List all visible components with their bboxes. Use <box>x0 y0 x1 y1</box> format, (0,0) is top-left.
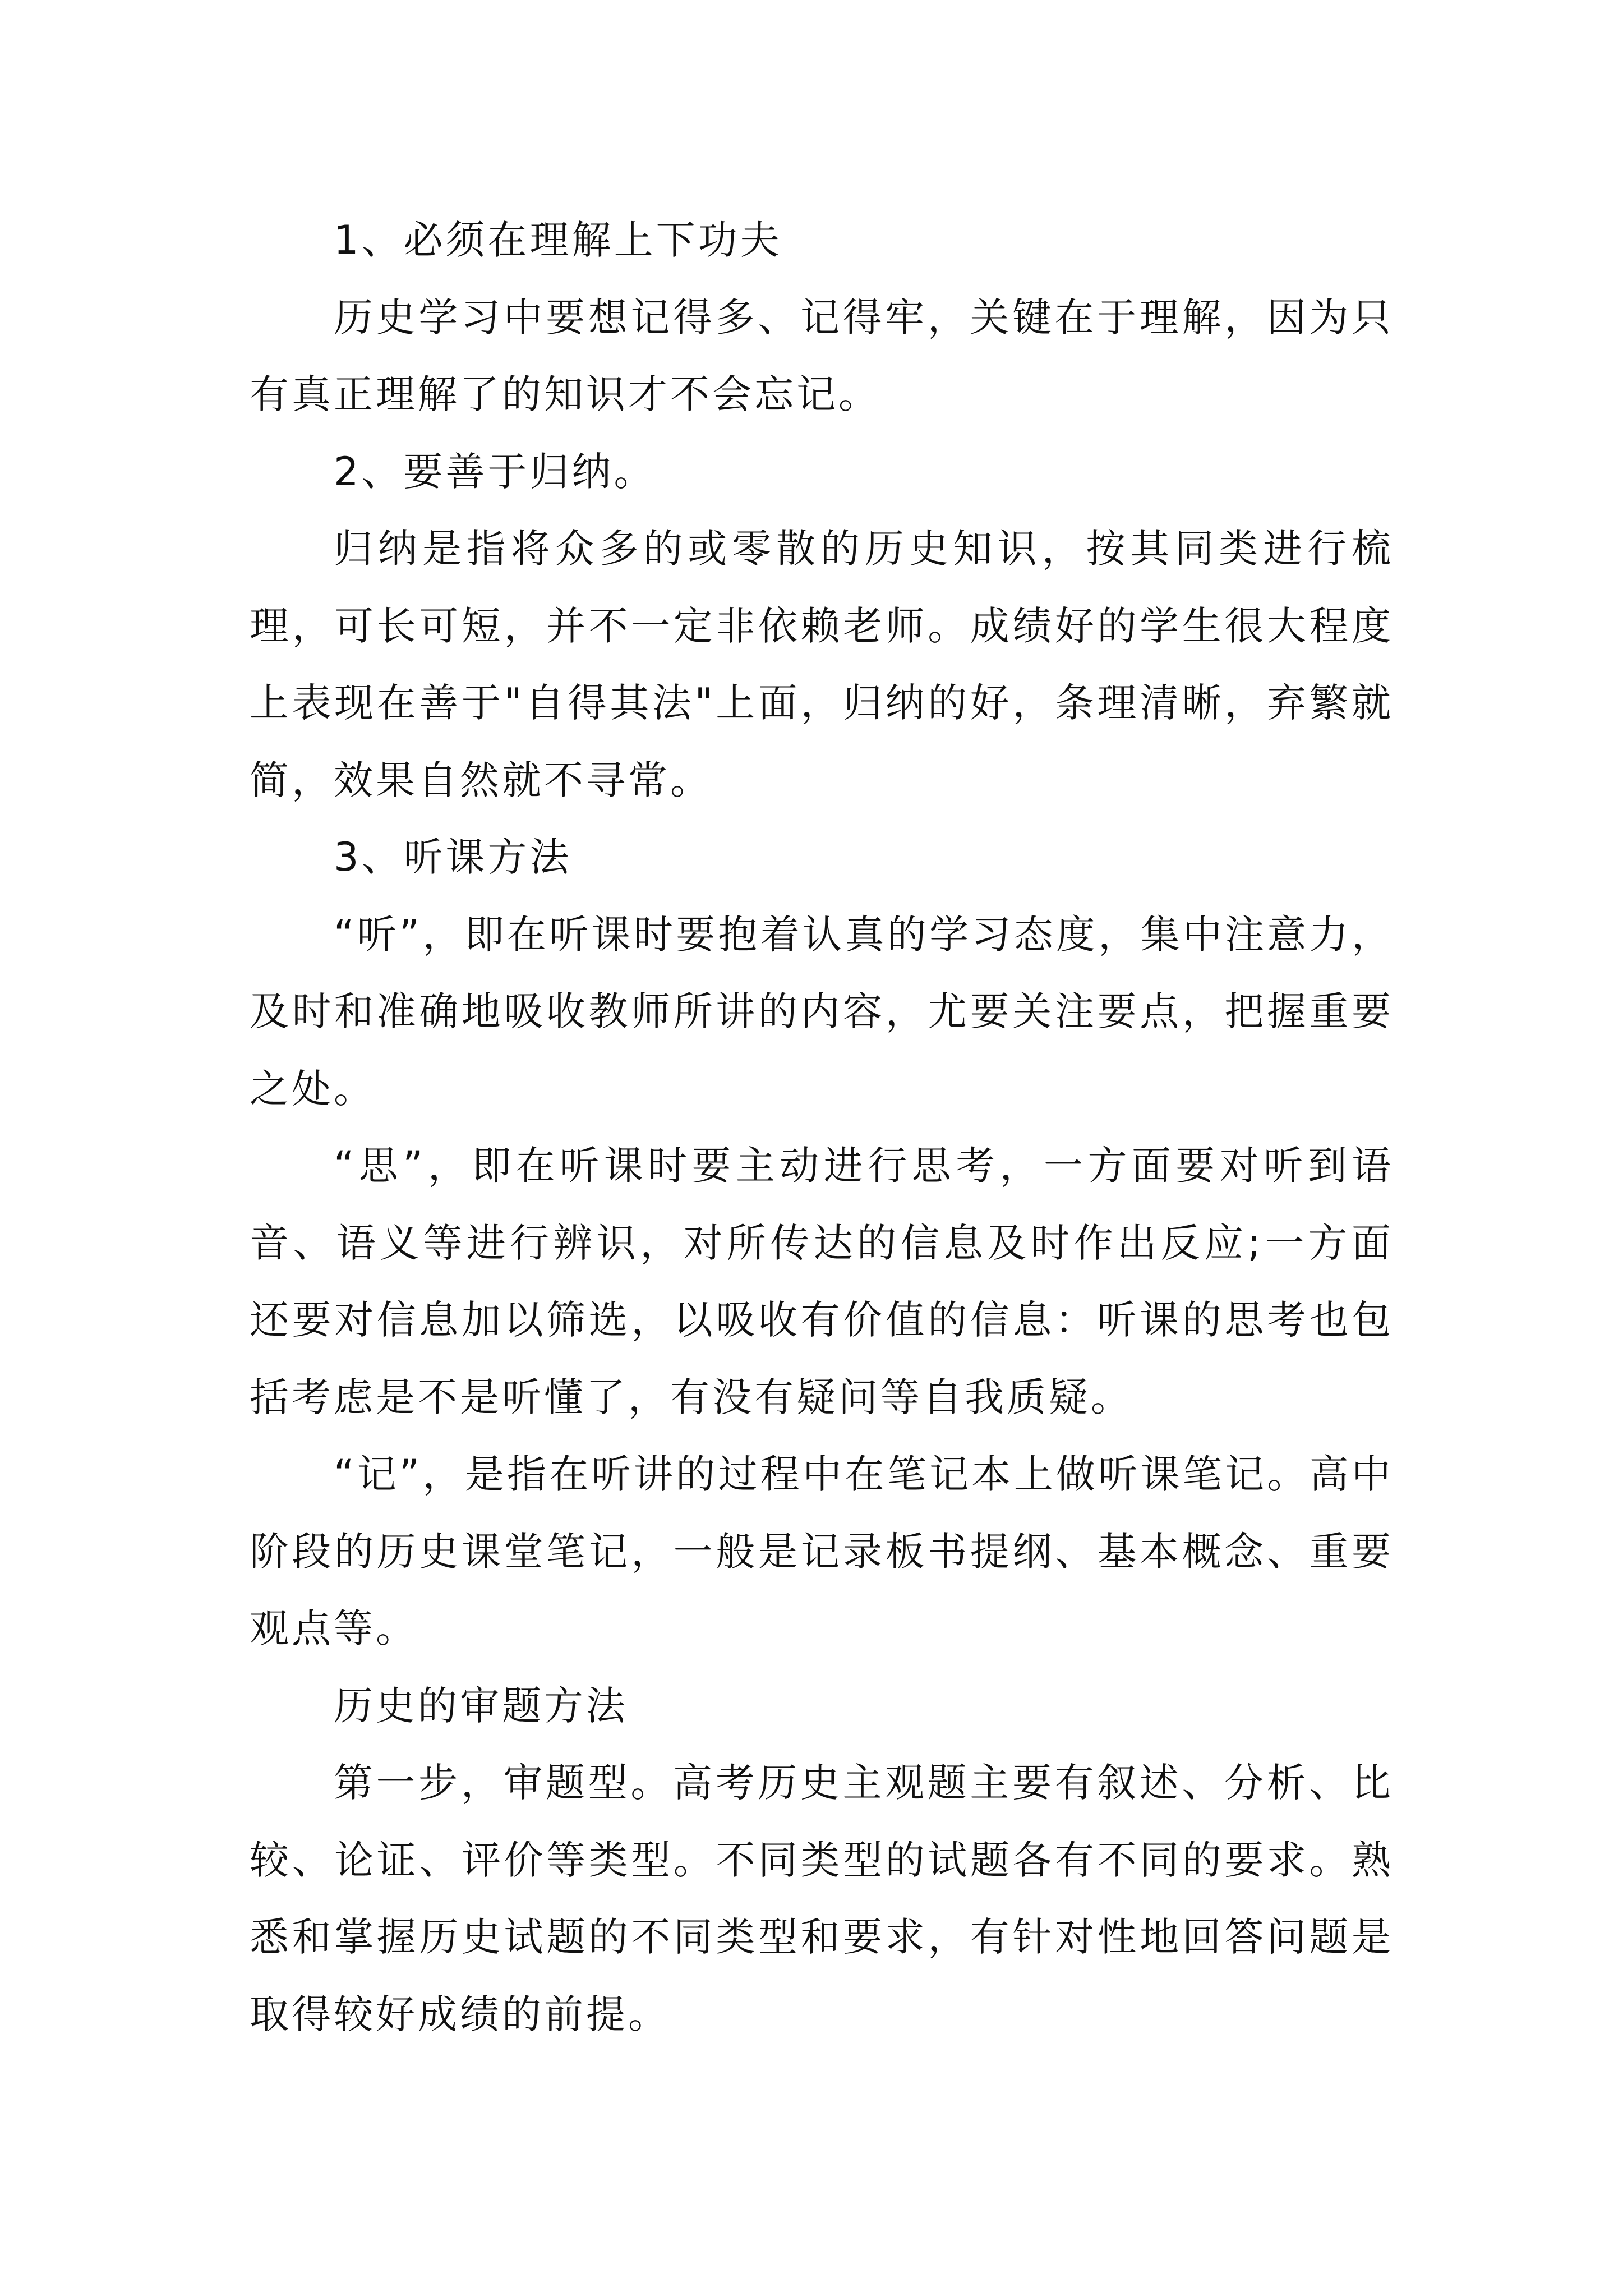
paragraph-summarize: 归纳是指将众多的或零散的历史知识，按其同类进行梳理，可长可短，并不一定非依赖老师。成绩好的学生很大程度上表现在善于"自得其法"上面，归纳的好，条理清晰，弃繁就简，效果自然就不寻常。 <box>250 526 1394 803</box>
paragraph-step-one: 第一步，审题型。高考历史主观题主要有叙述、分析、比较、论证、评价等类型。不同类型的试题各有不同的要求。熟悉和掌握历史试题的不同类型和要求，有针对性地回答问题是取得较好成绩的前提。 <box>250 1760 1394 2037</box>
paragraph-note: “记”，是指在听讲的过程中在笔记本上做听课笔记。高中阶段的历史课堂笔记，一般是记录板书提纲、基本概念、重要观点等。 <box>250 1451 1394 1651</box>
heading-understanding: 1、必须在理解上下功夫 <box>334 217 782 263</box>
document-body <box>250 202 1394 2053</box>
paragraph-think: “思”，即在听课时要主动进行思考，一方面要对听到语音、语义等进行辨识，对所传达的信息及时作出反应;一方面还要对信息加以筛选，以吸收有价值的信息：听课的思考也包括考虑是不是听懂了，有没有疑问等自我质疑。 <box>250 1143 1394 1420</box>
paragraph-understanding: 历史学习中要想记得多、记得牢，关键在于理解，因为只有真正理解了的知识才不会忘记。 <box>250 294 1394 417</box>
heading-listening-method: 3、听课方法 <box>334 834 572 880</box>
heading-question-review: 历史的审题方法 <box>334 1682 628 1729</box>
heading-summarize: 2、要善于归纳。 <box>334 448 656 495</box>
paragraph-listen: “听”，即在听课时要抱着认真的学习态度，集中注意力，及时和准确地吸收教师所讲的内容，尤要关注要点，把握重要之处。 <box>250 911 1394 1112</box>
